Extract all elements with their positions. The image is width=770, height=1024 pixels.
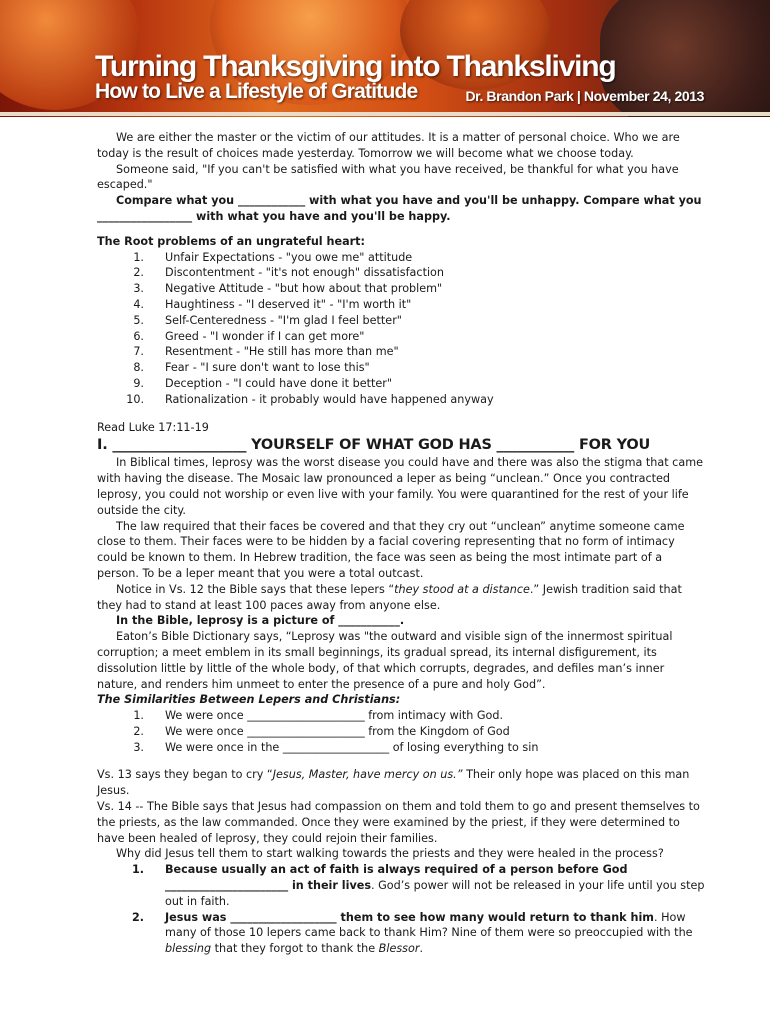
list-text: Greed - "I wonder if I can get more" bbox=[165, 329, 365, 343]
list-number: 3. bbox=[133, 282, 144, 296]
list-item bbox=[97, 329, 707, 345]
list-text: Haughtiness - "I deserved it" - "I'm worth it" bbox=[165, 297, 412, 311]
list-item bbox=[97, 740, 707, 756]
list-number: 3. bbox=[133, 740, 144, 754]
text-run: . bbox=[419, 942, 424, 956]
similarities-list bbox=[97, 708, 707, 755]
list-text: Self-Centeredness - "I'm glad I feel better" bbox=[165, 313, 402, 327]
list-item bbox=[97, 281, 707, 297]
why-question: Why did Jesus tell them to start walking towards the priests and they were healed in the process? bbox=[116, 847, 664, 861]
section-1-paragraph-2: The law required that their faces be covered and that they cry out “unclean” anytime someone came close to them. Their faces were to be hidden by a facial covering representing that no form of intimacy could be known to them. In Hebrew tradition, the face was seen as being the most intimate part of a person. To be a leper meant that you were a total outcast. bbox=[97, 519, 685, 580]
eatons-quote: Eaton’s Bible Dictionary says, “Leprosy was "the outward and visible sign of the innermost spiritual corruption; a meet emblem in its small beginnings, its gradual spread, its internal disfigurement, its dissolution little by little of the whole body, of that which corrupts, degrades, and defiles man’s inner nature, and renders him unmeet to enter the presence of a pure and holy God”. bbox=[97, 630, 673, 691]
list-item bbox=[97, 376, 707, 392]
list-number: 2. bbox=[133, 724, 144, 738]
italic-quote: they stood at a distance bbox=[394, 582, 530, 596]
list-item bbox=[97, 250, 707, 266]
vs14-paragraph: Vs. 14 -- The Bible says that Jesus had compassion on them and told them to go and present themselves to the priests, as the law commanded. Once they were examined by the priest, if they were determined to have been healed of leprosy, they could rejoin their families. bbox=[97, 800, 700, 845]
list-text: Fear - "I sure don't want to lose this" bbox=[165, 361, 370, 375]
scripture-reference: Read Luke 17:11-19 bbox=[97, 420, 209, 434]
vs13-paragraph bbox=[97, 767, 707, 799]
list-item bbox=[97, 708, 707, 724]
section-1-paragraph-1: In Biblical times, leprosy was the worst disease you could have and there was also the stigma that came with having the disease. The Mosaic law pronounced a leper as being “unclean.” Once you contracted leprosy, you could not worship or even live with your family. You were quarantined for the rest of your life outside the city. bbox=[97, 456, 703, 517]
root-problems-heading: The Root problems of an ungrateful heart: bbox=[97, 234, 365, 248]
list-item bbox=[97, 392, 707, 408]
author-date: Dr. Brandon Park | November 24, 2013 bbox=[465, 88, 704, 104]
text-run: Notice in Vs. 12 the Bible says that these lepers “ bbox=[116, 582, 395, 596]
header-banner bbox=[0, 0, 770, 117]
sermon-notes bbox=[97, 130, 707, 957]
list-number: 1. bbox=[133, 250, 144, 264]
list-text: Rationalization - it probably would have happened anyway bbox=[165, 392, 494, 406]
text-run: . God’s power will not be released in your life until you step out in faith. bbox=[165, 879, 705, 908]
list-text: Negative Attitude - "but how about that problem" bbox=[165, 282, 443, 296]
text-run: Vs. 13 says they began to cry “ bbox=[97, 768, 273, 782]
italic-text: blessing bbox=[165, 942, 212, 956]
answer-point-1 bbox=[97, 862, 707, 909]
list-text: Discontentment - "it's not enough" dissatisfaction bbox=[165, 266, 444, 280]
section-1-paragraph-3 bbox=[97, 582, 707, 614]
list-text: We were once _____________________ from the Kingdom of God bbox=[165, 724, 510, 738]
list-text: We were once _____________________ from intimacy with God. bbox=[165, 709, 504, 723]
answer-point-2 bbox=[97, 910, 707, 957]
intro-paragraph-1: We are either the master or the victim of our attitudes. It is a matter of personal choice. Who we are today is the result of choices made yesterday. Tomorrow we will become what we choose today. bbox=[97, 131, 680, 160]
italic-quote: Jesus, Master, have mercy on us.” bbox=[272, 768, 463, 782]
list-item bbox=[97, 360, 707, 376]
text-run: that they forgot to thank the bbox=[211, 942, 379, 956]
list-number: 2. bbox=[131, 910, 144, 924]
header-divider bbox=[0, 112, 770, 116]
intro-paragraph-2: Someone said, "If you can't be satisfied with what you have received, be thankful for what you have escaped." bbox=[97, 162, 679, 192]
list-item bbox=[97, 724, 707, 740]
root-problems-list bbox=[97, 250, 707, 408]
list-item bbox=[97, 313, 707, 329]
list-number: 4. bbox=[133, 297, 144, 311]
list-number: 5. bbox=[133, 313, 144, 327]
leprosy-picture-statement: In the Bible, leprosy is a picture of ___________. bbox=[116, 614, 405, 628]
list-number: 9. bbox=[133, 376, 144, 390]
list-text: We were once in the ___________________ of losing everything to sin bbox=[165, 740, 539, 754]
list-number: 6. bbox=[133, 329, 144, 343]
intro-paragraph-3: Compare what you ____________ with what you have and you'll be unhappy. Compare what you _________________ with what you have and you'll be happy. bbox=[97, 194, 702, 223]
list-item bbox=[97, 297, 707, 313]
list-number: 1. bbox=[133, 709, 144, 723]
list-text: Unfair Expectations - "you owe me" attitude bbox=[165, 250, 413, 264]
list-item bbox=[97, 265, 707, 281]
list-number: 2. bbox=[133, 266, 144, 280]
section-1-heading: I. ___________________ YOURSELF OF WHAT GOD HAS ___________ FOR YOU bbox=[97, 437, 651, 454]
text-run: Their only hope was placed on this man Jesus. bbox=[97, 768, 690, 798]
list-number: 7. bbox=[133, 345, 144, 359]
italic-text: Blessor bbox=[378, 942, 420, 956]
text-run: . How many of those 10 lepers came back to thank Him? Nine of them were so preoccupied with the bbox=[165, 910, 693, 940]
bold-text: Because usually an act of faith is always required of a person before God ______________________ in their lives bbox=[165, 863, 628, 893]
page-subtitle: How to Live a Lifestyle of Gratitude bbox=[95, 80, 418, 103]
similarities-heading: The Similarities Between Lepers and Christians: bbox=[97, 693, 401, 707]
list-number: 10. bbox=[126, 392, 144, 406]
list-text: Resentment - "He still has more than me" bbox=[165, 345, 399, 359]
bold-text: Jesus was ___________________ them to see how many would return to thank him bbox=[165, 910, 654, 924]
list-number: 8. bbox=[133, 361, 144, 375]
page-title: Turning Thanksgiving into Thanksliving bbox=[95, 50, 616, 83]
list-number: 1. bbox=[131, 863, 144, 877]
text-run: .” Jewish tradition said that they had to stand at least 100 paces away from anyone else. bbox=[97, 582, 682, 612]
list-text: Deception - "I could have done it better" bbox=[165, 376, 392, 390]
list-item bbox=[97, 344, 707, 360]
